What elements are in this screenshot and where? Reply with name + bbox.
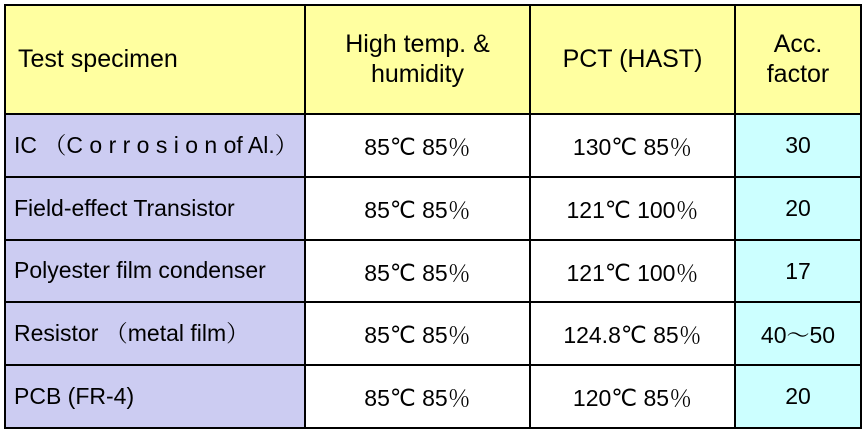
cell-temp-humidity: 85℃ 85％ — [305, 240, 530, 303]
cell-specimen: IC （C o r r o s i o n of Al.） — [5, 114, 305, 177]
cell-specimen: Field-effect Transistor — [5, 177, 305, 240]
cell-pct-hast: 121℃ 100％ — [530, 177, 735, 240]
table-row — [5, 114, 861, 177]
table-row — [5, 177, 861, 240]
cell-acc-factor: 20 — [735, 365, 861, 428]
cell-pct-hast: 120℃ 85％ — [530, 365, 735, 428]
test-specimen-table — [4, 4, 862, 429]
column-header-high-temp-humidity: High temp. & humidity — [305, 5, 530, 114]
cell-pct-hast: 130℃ 85％ — [530, 114, 735, 177]
cell-temp-humidity: 85℃ 85％ — [305, 365, 530, 428]
cell-pct-hast: 124.8℃ 85％ — [530, 302, 735, 365]
cell-temp-humidity: 85℃ 85％ — [305, 302, 530, 365]
column-header-pct-hast: PCT (HAST) — [530, 5, 735, 114]
cell-specimen: Polyester film condenser — [5, 240, 305, 303]
cell-acc-factor: 20 — [735, 177, 861, 240]
cell-acc-factor: 30 — [735, 114, 861, 177]
cell-pct-hast: 121℃ 100％ — [530, 240, 735, 303]
cell-temp-humidity: 85℃ 85％ — [305, 114, 530, 177]
spec-table-container — [4, 4, 860, 429]
column-header-specimen: Test specimen — [5, 5, 305, 114]
cell-specimen: PCB (FR-4) — [5, 365, 305, 428]
cell-acc-factor: 17 — [735, 240, 861, 303]
cell-acc-factor: 40～50 — [735, 302, 861, 365]
column-header-acc-factor: Acc. factor — [735, 5, 861, 114]
table-row — [5, 302, 861, 365]
cell-temp-humidity: 85℃ 85％ — [305, 177, 530, 240]
table-row — [5, 365, 861, 428]
table-row — [5, 240, 861, 303]
cell-specimen: Resistor （metal film） — [5, 302, 305, 365]
table-header-row — [5, 5, 861, 114]
